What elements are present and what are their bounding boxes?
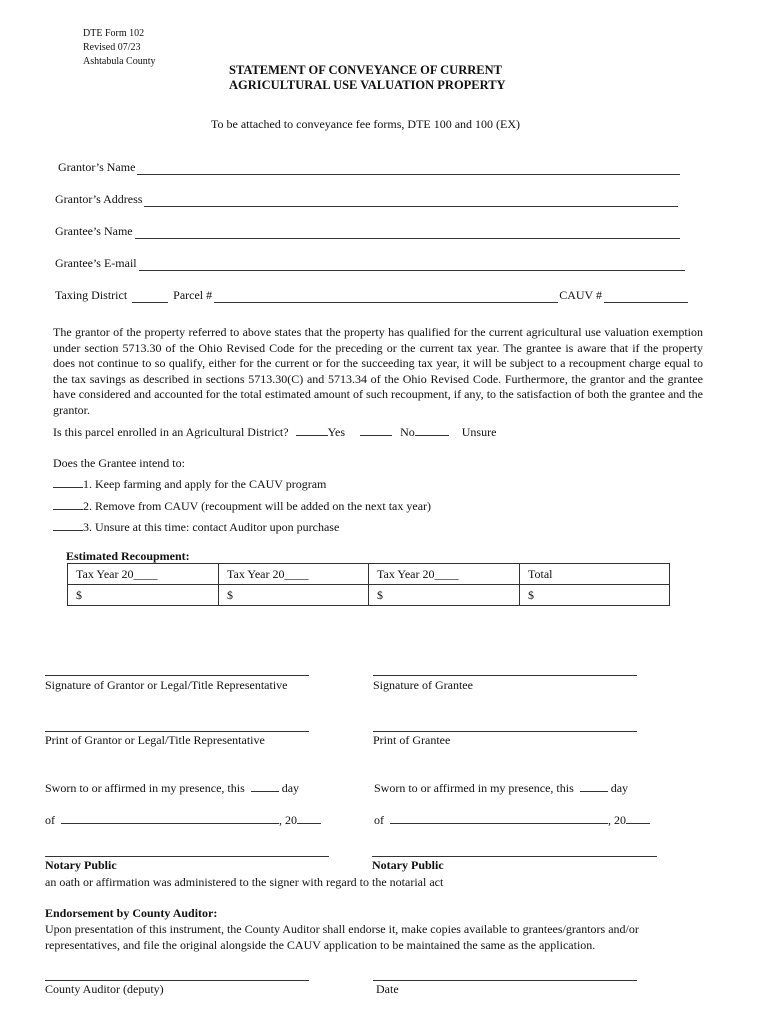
statement-paragraph: The grantor of the property referred to above states that the property has qualified for the current agricultural use valuation exemption under section 5713.30 of the Ohio Revised Code for the preceding or the current tax year. The grantee is aware that if the property does not continue to so qualify, either for the current or for the succeeding tax year, it will be subject to a recoupment charge equal to the tax savings as described in sections 5713.30(C) and 5713.34 of the Ohio Revised Code. Furthermore, the grantor and the grantee have considered and accounted for the total estimated amount of such recoupment, if any, to the satisfaction of both the grantee and the grantor. xyxy=(53,325,703,417)
endorsement-title: Endorsement by County Auditor: xyxy=(45,906,218,920)
grantor-print-label: Print of Grantor or Legal/Title Representative xyxy=(45,733,265,747)
auditor-label: County Auditor (deputy) xyxy=(45,982,164,996)
grantor-year-prefix: , 20 xyxy=(279,813,297,827)
ag-yes-label: Yes xyxy=(327,425,346,439)
grantee-notary-label: Notary Public xyxy=(372,858,444,872)
county-name: Ashtabula County xyxy=(83,56,156,67)
grantor-sworn-day-label: day xyxy=(281,781,300,795)
taxing-district-line[interactable] xyxy=(132,290,168,303)
grantor-sworn-day-blank[interactable] xyxy=(251,780,279,792)
recoupment-value-cell[interactable]: $ xyxy=(219,585,369,606)
parcel-label: Parcel # xyxy=(173,288,213,302)
recoupment-value-cell[interactable]: $ xyxy=(520,585,670,606)
grantee-notary-line[interactable] xyxy=(372,856,657,857)
endorsement-text: Upon presentation of this instrument, the County Auditor shall endorse it, make copies available to grantees/grantors and/or representatives, and file the original alongside the CAUV application to be maintained the same as the application. xyxy=(45,922,639,952)
grantor-signature-line[interactable] xyxy=(45,675,309,676)
recoupment-header-row xyxy=(68,564,670,585)
intent-option-3-label: 3. Unsure at this time: contact Auditor upon purchase xyxy=(83,520,340,534)
grantor-notary-line[interactable] xyxy=(45,856,329,857)
ag-unsure-blank[interactable] xyxy=(415,424,449,436)
intent-option-1[interactable] xyxy=(53,476,326,492)
grantor-name-line[interactable] xyxy=(137,162,680,175)
grantee-sworn-label: Sworn to or affirmed in my presence, this xyxy=(374,781,574,795)
recoupment-value-cell[interactable]: $ xyxy=(68,585,219,606)
grantor-notary-label: Notary Public xyxy=(45,858,117,872)
grantor-name-field[interactable] xyxy=(58,160,680,175)
grantor-sworn-label: Sworn to or affirmed in my presence, this xyxy=(45,781,245,795)
notary-note: an oath or affirmation was administered to the signer with regard to the notarial act xyxy=(45,875,444,889)
intent-option-3[interactable] xyxy=(53,519,339,535)
recoupment-header-cell: Tax Year 20____ xyxy=(68,564,219,585)
grantee-email-line[interactable] xyxy=(139,258,685,271)
ag-unsure-label: Unsure xyxy=(461,425,497,439)
recoupment-header-cell: Tax Year 20____ xyxy=(219,564,369,585)
grantor-year-blank[interactable] xyxy=(297,812,321,824)
grantor-address-line[interactable] xyxy=(144,194,678,207)
intent-option-2-blank[interactable] xyxy=(53,498,83,510)
recoupment-value-cell[interactable]: $ xyxy=(369,585,520,606)
recoupment-table xyxy=(67,563,670,606)
grantee-name-label: Grantee’s Name xyxy=(55,224,133,238)
ag-no-blank-before[interactable] xyxy=(360,424,392,436)
intent-question: Does the Grantee intend to: xyxy=(53,456,185,470)
grantee-sworn-day-label: day xyxy=(610,781,629,795)
parcel-line[interactable] xyxy=(214,290,558,303)
grantee-email-field[interactable] xyxy=(55,256,685,271)
grantee-print-label: Print of Grantee xyxy=(373,733,451,747)
grantee-print-line[interactable] xyxy=(373,731,637,732)
grantor-of-label: of xyxy=(45,813,55,827)
grantee-of-label: of xyxy=(374,813,384,827)
recoupment-header-cell: Total xyxy=(520,564,670,585)
grantee-sworn-row xyxy=(374,780,628,796)
cauv-line[interactable] xyxy=(604,290,688,303)
intent-option-1-blank[interactable] xyxy=(53,476,83,488)
grantor-address-label: Grantor’s Address xyxy=(55,192,143,206)
grantee-name-line[interactable] xyxy=(135,226,680,239)
grantor-name-label: Grantor’s Name xyxy=(58,160,136,174)
intent-option-3-blank[interactable] xyxy=(53,519,83,531)
ag-district-row xyxy=(53,424,496,440)
form-subtitle: To be attached to conveyance fee forms, DTE 100 and 100 (EX) xyxy=(211,117,521,131)
revision-date: Revised 07/23 xyxy=(83,42,141,53)
grantor-print-line[interactable] xyxy=(45,731,309,732)
grantee-year-prefix: , 20 xyxy=(608,813,626,827)
grantee-signature-line[interactable] xyxy=(373,675,637,676)
form-id: DTE Form 102 xyxy=(83,28,145,39)
recoupment-value-row xyxy=(68,585,670,606)
recoupment-title: Estimated Recoupment: xyxy=(66,549,190,563)
ag-no-label: No xyxy=(400,425,415,439)
grantee-name-field[interactable] xyxy=(55,224,680,239)
grantee-email-label: Grantee’s E-mail xyxy=(55,256,137,270)
date-label: Date xyxy=(376,982,399,996)
intent-option-2[interactable] xyxy=(53,498,431,514)
grantee-month-blank[interactable] xyxy=(390,812,608,824)
cauv-label: CAUV # xyxy=(559,288,602,302)
grantee-year-blank[interactable] xyxy=(626,812,650,824)
recoupment-header-cell: Tax Year 20____ xyxy=(369,564,520,585)
form-title-line2: AGRICULTURAL USE VALUATION PROPERTY xyxy=(229,78,506,92)
grantee-month-row xyxy=(374,812,650,828)
intent-option-1-label: 1. Keep farming and apply for the CAUV program xyxy=(83,477,327,491)
grantee-signature-label: Signature of Grantee xyxy=(373,678,473,692)
ag-district-question: Is this parcel enrolled in an Agricultural District? xyxy=(53,425,289,439)
intent-option-2-label: 2. Remove from CAUV (recoupment will be added on the next tax year) xyxy=(83,499,432,513)
grantee-sworn-day-blank[interactable] xyxy=(580,780,608,792)
date-line[interactable] xyxy=(373,980,637,981)
grantor-sworn-row xyxy=(45,780,299,796)
ag-yes-blank[interactable] xyxy=(296,424,328,436)
parcel-info-row xyxy=(55,288,688,303)
grantor-month-row xyxy=(45,812,321,828)
grantor-month-blank[interactable] xyxy=(61,812,279,824)
form-title-line1: STATEMENT OF CONVEYANCE OF CURRENT xyxy=(229,63,502,77)
taxing-district-label: Taxing District xyxy=(55,288,128,302)
grantor-address-field[interactable] xyxy=(55,192,678,207)
auditor-signature-line[interactable] xyxy=(45,980,309,981)
grantor-signature-label: Signature of Grantor or Legal/Title Representative xyxy=(45,678,288,692)
